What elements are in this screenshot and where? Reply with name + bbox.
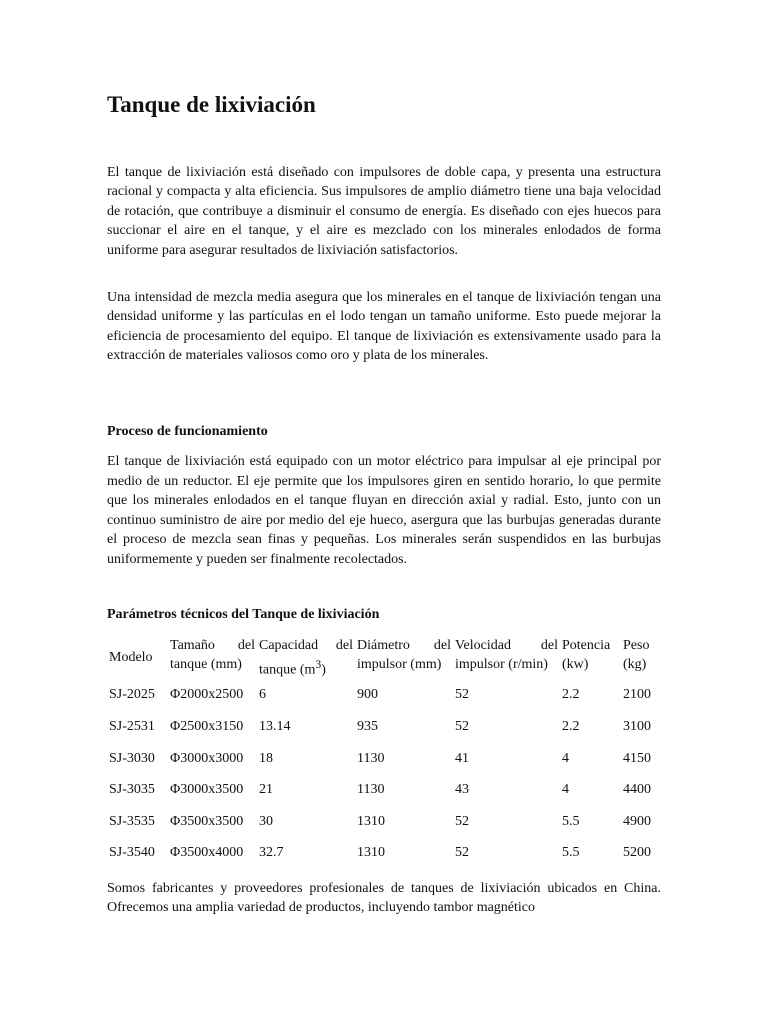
cell-potencia: 4 (562, 782, 569, 798)
page-title: Tanque de lixiviación (107, 92, 316, 117)
cell-capacidad: 6 (259, 687, 266, 703)
process-heading: Proceso de funcionamiento (107, 424, 268, 439)
header-velocidad-unit: impulsor (r/min) (455, 657, 548, 672)
header-capacidad-unit-text: tanque (m (259, 662, 316, 678)
header-capacidad-label: Capacidad (259, 638, 319, 653)
cell-potencia: 5.5 (562, 813, 580, 829)
cell-diametro: 1310 (357, 845, 385, 861)
cell-velocidad: 52 (455, 845, 469, 861)
cell-tamano: Φ3500x3500 (170, 813, 244, 829)
cell-modelo: SJ-2531 (109, 719, 155, 735)
header-peso-label: Peso (623, 638, 650, 653)
header-velocidad-connector: del (540, 638, 558, 653)
cell-diametro: 1130 (357, 782, 385, 798)
process-paragraph: El tanque de lixiviación está equipado con un motor eléctrico para impulsar al eje principal por medio de un reductor. El eje permite que los impulsores giren en sentido horario, lo que permite que los minerales enlodados en el tanque fluyan en dirección axial y radial. Esto, junto con un continuo suministro de aire por medio del eje hueco, asergura que las burbujas generadas durante el proceso de mezcla sean finas y pequeñas. Los minerales serán suspendidos en las burbujas uniformemente y pueden ser finalmente recolectados. (107, 454, 661, 567)
header-peso-unit: (kg) (623, 657, 647, 672)
cell-peso: 2100 (623, 687, 651, 703)
intro-paragraph-2: Una intensidad de mezcla media asegura que los minerales en el tanque de lixiviación tengan una densidad uniforme y las partículas en el lodo tengan un tamaño uniforme. Esto puede mejorar la eficiencia de procesamiento del equipo. El tanque de lixiviación es extensivamente usado para la extracción de materiales valiosos como oro y plata de los minerales. (107, 290, 661, 364)
cell-capacidad: 30 (259, 813, 273, 829)
cell-modelo: SJ-2025 (109, 687, 155, 703)
cell-diametro: 900 (357, 687, 378, 703)
header-diametro-connector: del (433, 638, 451, 653)
cell-peso: 5200 (623, 845, 651, 861)
header-diametro (355, 633, 453, 680)
cell-modelo: SJ-3540 (109, 845, 155, 861)
header-velocidad-label: Velocidad (455, 638, 511, 653)
cell-tamano: Φ2500x3150 (170, 719, 244, 735)
cell-peso: 4900 (623, 813, 651, 829)
cell-velocidad: 43 (455, 782, 469, 798)
header-capacidad-connector: del (335, 638, 353, 653)
table-row (107, 806, 663, 838)
cell-tamano: Φ3000x3500 (170, 782, 244, 798)
cell-peso: 4400 (623, 782, 651, 798)
header-modelo (107, 633, 168, 680)
header-capacidad (257, 633, 355, 680)
parameters-table (107, 633, 663, 869)
cell-peso: 4150 (623, 750, 651, 766)
cell-diametro: 935 (357, 719, 378, 735)
table-row (107, 838, 663, 870)
intro-paragraph-1: El tanque de lixiviación está diseñado con impulsores de doble capa, y presenta una estructura racional y compacta y alta eficiencia. Sus impulsores de amplio diámetro tiene una baja velocidad de rotación, que contribuye a disminuir el consumo de energía. Es diseñado con ejes huecos para succionar el aire en el tanque, y el aire es mezclado con los minerales enlodados de forma uniforme para asegurar resultados de lixiviación satisfactorios. (107, 165, 661, 258)
cell-modelo: SJ-3030 (109, 750, 155, 766)
cell-potencia: 2.2 (562, 719, 580, 735)
header-potencia (560, 633, 621, 680)
header-diametro-label: Diámetro (357, 638, 410, 653)
header-velocidad (453, 633, 560, 680)
cell-capacidad: 21 (259, 782, 273, 798)
cell-velocidad: 52 (455, 687, 469, 703)
cell-capacidad: 18 (259, 750, 273, 766)
header-modelo-label: Modelo (109, 650, 153, 666)
cell-tamano: Φ3500x4000 (170, 845, 244, 861)
table-heading: Parámetros técnicos del Tanque de lixiviación (107, 607, 380, 622)
header-diametro-unit: impulsor (mm) (357, 657, 442, 672)
cell-diametro: 1130 (357, 750, 385, 766)
cell-capacidad: 13.14 (259, 719, 291, 735)
cell-peso: 3100 (623, 719, 651, 735)
header-tamano-connector: del (237, 638, 255, 653)
cell-modelo: SJ-3535 (109, 813, 155, 829)
header-capacidad-exponent: 3 (315, 658, 322, 671)
cell-velocidad: 52 (455, 813, 469, 829)
cell-potencia: 5.5 (562, 845, 580, 861)
table-row (107, 774, 663, 806)
header-tamano (168, 633, 257, 680)
cell-tamano: Φ2000x2500 (170, 687, 244, 703)
header-capacidad-close: ) (321, 662, 326, 678)
cell-modelo: SJ-3035 (109, 782, 155, 798)
header-tamano-label: Tamaño (170, 638, 215, 653)
cell-velocidad: 41 (455, 750, 469, 766)
header-tamano-unit: tanque (mm) (170, 657, 242, 672)
closing-paragraph: Somos fabricantes y proveedores profesionales de tanques de lixiviación ubicados en China. Ofrecemos una amplia variedad de productos, incluyendo tambor magnético (107, 881, 661, 916)
cell-capacidad: 32.7 (259, 845, 284, 861)
cell-tamano: Φ3000x3000 (170, 750, 244, 766)
header-potencia-label: Potencia (562, 638, 611, 653)
table-row (107, 743, 663, 775)
table-row (107, 680, 663, 712)
header-capacidad-unit (259, 655, 353, 680)
cell-diametro: 1310 (357, 813, 385, 829)
table-row (107, 711, 663, 743)
cell-velocidad: 52 (455, 719, 469, 735)
header-potencia-unit: (kw) (562, 657, 589, 672)
cell-potencia: 4 (562, 750, 569, 766)
cell-potencia: 2.2 (562, 687, 580, 703)
table-header-row (107, 633, 663, 680)
header-peso (621, 633, 663, 680)
